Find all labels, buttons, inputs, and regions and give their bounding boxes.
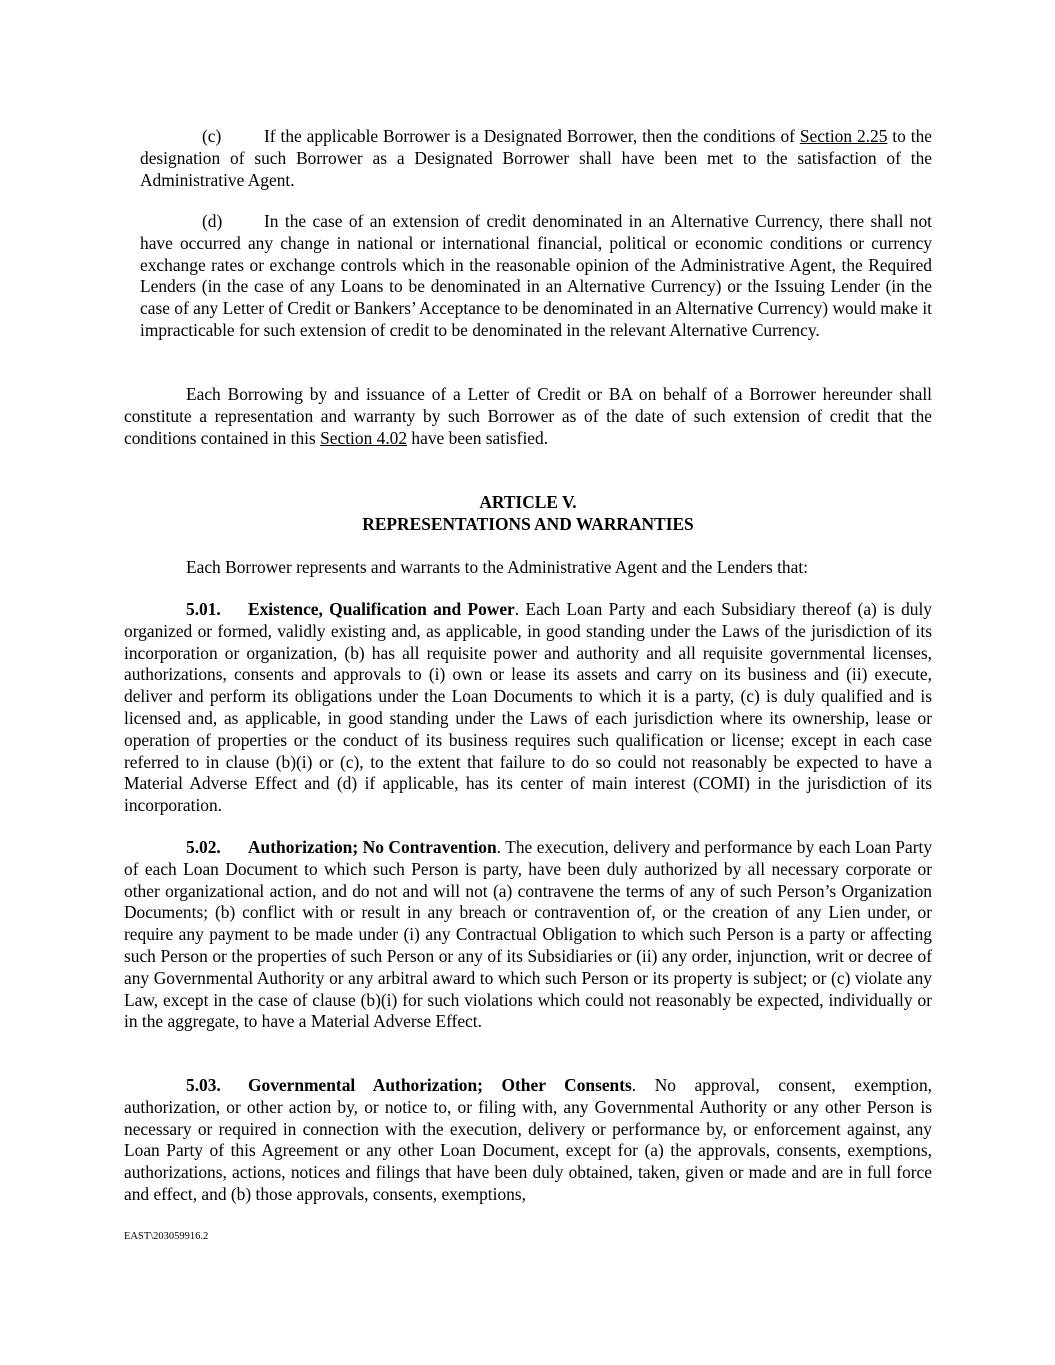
paragraph-d <box>140 211 932 342</box>
borrowing-paragraph <box>124 384 932 449</box>
document-id-footer: EAST\203059916.2 <box>124 1231 209 1242</box>
section-5-01-heading: Existence, Qualification and Power <box>248 599 515 619</box>
section-5-02 <box>124 837 932 1033</box>
borrowing-text-after: have been satisfied. <box>407 427 549 448</box>
paragraph-c-label: (c) <box>202 126 222 146</box>
section-2-25-reference[interactable]: Section 2.25 <box>799 126 888 146</box>
article-title: REPRESENTATIONS AND WARRANTIES <box>362 514 694 534</box>
section-5-01 <box>124 599 932 817</box>
section-5-03-heading: Governmental Authorization; Other Consents <box>248 1075 632 1095</box>
section-5-02-number: 5.02. <box>186 837 221 857</box>
paragraph-d-label: (d) <box>202 211 223 231</box>
paragraph-d-text: In the case of an extension of credit denominated in an Alternative Currency, there shall not have occurred any change in national or international financial, political or economic conditions or currency exchange rates or exchange controls which in the reasonable opinion of the Administrative Agent, the Required Lenders (in the case of any Loans to be denominated in an Alternative Currency) or the Issuing Lender (in the case of any Letter of Credit or Bankers’ Acceptance to be denominated in an Alternative Currency) would make it impracticable for such extension of credit to be denominated in the relevant Alternative Currency. <box>140 211 932 340</box>
section-5-02-heading: Authorization; No Contravention <box>248 837 497 857</box>
section-5-03-text: . No approval, consent, exemption, authorization, or other action by, or notice to, or filing with, any Governmental Authority or any other Person is necessary or required in connection with the execution, delivery or performance by, or enforcement against, any Loan Party of this Agreement or any other Loan Document, except for (a) the approvals, consents, exemptions, authorizations, actions, notices and filings that have been duly obtained, taken, given or made and are in full force and effect, and (b) those approvals, consents, exemptions, <box>124 1075 932 1204</box>
paragraph-c <box>140 126 932 191</box>
article-intro <box>124 557 932 579</box>
section-4-02-reference[interactable]: Section 4.02 <box>320 427 408 448</box>
article-number: ARTICLE V. <box>479 492 577 512</box>
article-intro-text: Each Borrower represents and warrants to the Administrative Agent and the Lenders that: <box>186 557 809 577</box>
section-5-03 <box>124 1075 932 1206</box>
borrowing-text-before: Each Borrowing by and issuance of a Letter of Credit or BA on behalf of a Borrower hereunder shall constitute a representation and warranty by such Borrower as of the date of such extension of credit that the conditions contained in this <box>124 384 932 448</box>
paragraph-c-text-after: to the designation of such Borrower as a Designated Borrower shall have been met to the satisfaction of the Administrative Agent. <box>140 126 932 190</box>
section-5-01-text: . Each Loan Party and each Subsidiary thereof (a) is duly organized or formed, validly existing and, as applicable, in good standing under the Laws of the jurisdiction of its incorporation or organization, (b) has all requisite power and authority and all requisite governmental licenses, authorizations, consents and approvals to (i) own or lease its assets and carry on its business and (ii) execute, deliver and perform its obligations under the Loan Documents to which it is a party, (c) is duly qualified and is licensed and, as applicable, in good standing under the Laws of each jurisdiction where its ownership, lease or operation of properties or the conduct of its business requires such qualification or license; except in each case referred to in clause (b)(i) or (c), to the extent that failure to do so could not reasonably be expected to have a Material Adverse Effect and (d) if applicable, has its center of main interest (COMI) in the jurisdiction of its incorporation. <box>124 599 933 816</box>
section-5-03-number: 5.03. <box>186 1075 221 1095</box>
section-5-01-number: 5.01. <box>186 599 221 619</box>
section-5-02-text: . The execution, delivery and performance by each Loan Party of each Loan Document to which such Person is party, have been duly authorized by all necessary corporate or other organizational action, and do not and will not (a) contravene the terms of any of such Person’s Organization Documents; (b) conflict with or result in any breach or contravention of, or the creation of any Lien under, or require any payment to be made under (i) any Contractual Obligation to which such Person is a party or affecting such Person or the properties of such Person or any of its Subsidiaries or (ii) any order, injunction, writ or decree of any Governmental Authority or any arbitral award to which such Person or its property is subject; or (c) violate any Law, except in the case of clause (b)(i) for such violations which could not reasonably be expected, individually or in the aggregate, to have a Material Adverse Effect. <box>124 837 933 1032</box>
paragraph-c-text-before: If the applicable Borrower is a Designated Borrower, then the conditions of <box>264 126 800 146</box>
